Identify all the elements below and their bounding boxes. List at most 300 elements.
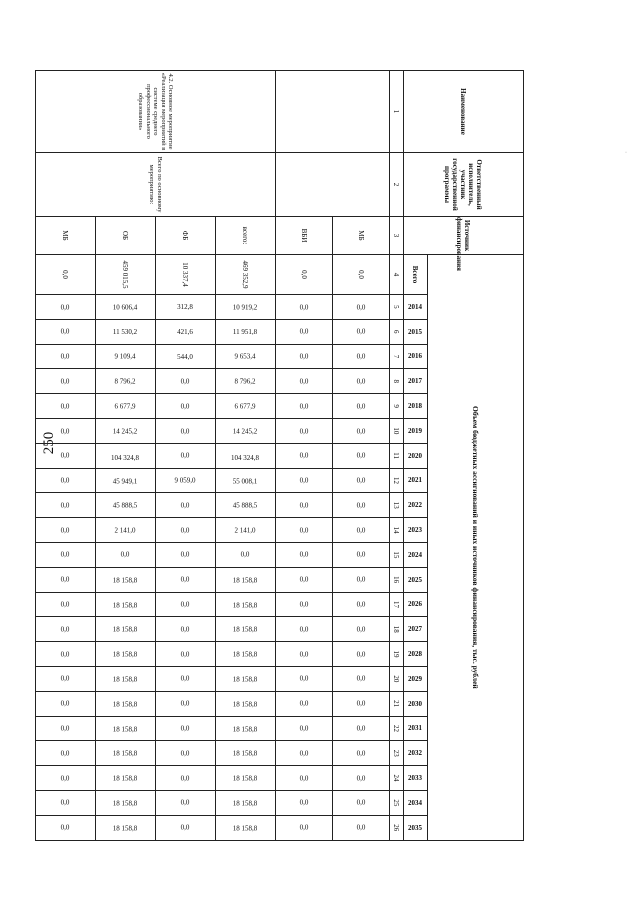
year-value: 0,0 — [356, 302, 366, 311]
year-label: 2017 — [408, 377, 423, 386]
year-value-cell — [333, 493, 390, 518]
year-value: 0,0 — [356, 699, 366, 708]
column-index: 1 — [390, 71, 404, 153]
row-name: 4.2. Основное мероприятие «Реализация мероприятий в системе среднего профессионального образования» — [36, 71, 276, 153]
year-value-cell — [156, 493, 216, 518]
year-value: 544,0 — [177, 352, 194, 361]
year-value: 0,0 — [299, 426, 309, 435]
year-label: 2033 — [408, 774, 423, 783]
year-value-cell — [276, 815, 333, 840]
year-value-cell — [276, 295, 333, 320]
year-value-cell — [36, 295, 96, 320]
year-value-cell — [36, 592, 96, 617]
year-value-cell — [156, 766, 216, 791]
year-value-cell — [156, 542, 216, 567]
year-value-cell — [216, 642, 276, 667]
year-value-cell — [96, 766, 156, 791]
year-value: 18 158,8 — [113, 749, 138, 758]
year-label: 2028 — [408, 650, 423, 659]
year-value-cell — [333, 394, 390, 419]
year-value: 18 158,8 — [233, 823, 258, 832]
year-value: 0,0 — [356, 774, 366, 783]
year-value: 0,0 — [356, 402, 366, 411]
column-index: 7 — [390, 344, 404, 369]
year-value: 18 158,8 — [113, 650, 138, 659]
year-value-cell — [216, 617, 276, 642]
header-year — [404, 369, 428, 394]
year-value: 6 677,9 — [115, 402, 136, 411]
year-value: 0,0 — [356, 352, 366, 361]
year-value: 18 158,8 — [113, 700, 138, 708]
year-value: 0,0 — [356, 575, 366, 584]
year-value: 0,0 — [61, 724, 70, 733]
column-index: 5 — [390, 295, 404, 320]
year-value-cell — [216, 766, 276, 791]
year-value: 10 606,4 — [113, 303, 138, 312]
year-value-cell — [156, 592, 216, 617]
year-value-cell — [156, 567, 216, 592]
row-name — [276, 71, 390, 153]
year-value: 0,0 — [61, 550, 70, 559]
year-value: 0,0 — [181, 749, 190, 758]
year-label: 2022 — [408, 501, 423, 510]
year-value: 14 245,2 — [233, 427, 258, 436]
column-index: 11 — [390, 443, 404, 468]
year-value: 0,0 — [299, 650, 309, 659]
year-value-cell — [276, 468, 333, 493]
header-year — [404, 592, 428, 617]
year-value-cell — [333, 542, 390, 567]
scan-mark: · — [625, 150, 627, 156]
year-value-cell — [276, 493, 333, 518]
year-value-cell — [276, 766, 333, 791]
total-cell — [156, 255, 216, 295]
year-value-cell — [216, 319, 276, 344]
year-value-cell — [36, 691, 96, 716]
year-value: 0,0 — [61, 749, 70, 758]
year-value-cell — [96, 592, 156, 617]
column-index: 22 — [390, 716, 404, 741]
page-number: 250 — [41, 431, 57, 455]
header-volume: Объем бюджетных ассигнований и иных источников финансирования, тыс. рублей — [428, 255, 524, 841]
column-index: 26 — [390, 815, 404, 840]
year-value-cell — [216, 542, 276, 567]
year-value: 0,0 — [61, 650, 70, 659]
year-label: 2034 — [408, 798, 423, 807]
table-row — [333, 71, 390, 841]
year-value: 9 653,4 — [235, 352, 256, 361]
year-value-cell — [96, 567, 156, 592]
header-executor: Ответственный исполнитель, участник государственной программы — [404, 153, 524, 217]
year-value-cell — [156, 319, 216, 344]
year-value-cell — [156, 617, 216, 642]
year-value-cell — [96, 542, 156, 567]
year-value-cell — [156, 691, 216, 716]
year-value: 0,0 — [356, 625, 366, 634]
header-source: Источник финансирования — [404, 217, 524, 255]
year-value: 18 158,8 — [233, 799, 258, 808]
total-value: 10 337,4 — [181, 262, 190, 287]
year-value-cell — [276, 567, 333, 592]
year-value-cell — [156, 418, 216, 443]
column-index: 17 — [390, 592, 404, 617]
year-value: 0,0 — [356, 749, 366, 758]
year-value: 0,0 — [61, 774, 70, 783]
column-index: 13 — [390, 493, 404, 518]
year-value-cell — [36, 542, 96, 567]
year-value: 0,0 — [61, 451, 70, 460]
column-index: 9 — [390, 394, 404, 419]
year-value-cell — [36, 716, 96, 741]
total-value: 469 352,9 — [241, 260, 250, 289]
header-year — [404, 493, 428, 518]
rotated-table-frame — [61, 70, 524, 832]
year-value-cell — [333, 418, 390, 443]
header-year — [404, 418, 428, 443]
year-value-cell — [36, 666, 96, 691]
year-value-cell — [333, 468, 390, 493]
year-value: 8 796,2 — [235, 377, 256, 386]
total-cell — [276, 255, 333, 295]
column-index: 14 — [390, 518, 404, 543]
year-value-cell — [216, 295, 276, 320]
year-value-cell — [156, 468, 216, 493]
year-value: 0,0 — [181, 451, 190, 460]
year-value-cell — [216, 790, 276, 815]
row-executor — [276, 153, 390, 217]
header-year — [404, 542, 428, 567]
header-year — [404, 443, 428, 468]
header-year — [404, 716, 428, 741]
year-value: 0,0 — [356, 724, 366, 733]
year-value-cell — [276, 394, 333, 419]
year-value: 0,0 — [356, 600, 366, 609]
year-value: 8 796,2 — [115, 377, 136, 386]
year-value: 0,0 — [356, 377, 366, 386]
year-value-cell — [156, 518, 216, 543]
total-value: 0,0 — [61, 270, 70, 279]
year-value: 0,0 — [181, 699, 190, 708]
year-value-cell — [96, 617, 156, 642]
table-row — [216, 71, 276, 841]
source-cell: МБ — [36, 217, 96, 255]
header-year — [404, 642, 428, 667]
year-value-cell — [96, 394, 156, 419]
year-value-cell — [36, 443, 96, 468]
year-value-cell — [333, 716, 390, 741]
year-value-cell — [276, 716, 333, 741]
year-value: 0,0 — [61, 798, 70, 807]
year-value: 0,0 — [181, 823, 190, 832]
source-cell: МБ — [333, 217, 390, 255]
year-value: 18 158,8 — [233, 774, 258, 783]
year-value: 312,8 — [177, 302, 194, 311]
year-value: 0,0 — [299, 402, 309, 411]
year-value: 0,0 — [299, 600, 309, 609]
header-year — [404, 617, 428, 642]
year-value-cell — [216, 518, 276, 543]
year-value: 421,6 — [177, 327, 194, 336]
column-index: 4 — [390, 255, 404, 295]
year-value-cell — [36, 741, 96, 766]
header-name: Наименование — [404, 71, 524, 153]
year-value: 0,0 — [356, 798, 366, 807]
source-cell: ОБ — [96, 217, 156, 255]
year-value-cell — [156, 815, 216, 840]
year-value: 0,0 — [299, 774, 309, 783]
year-label: 2020 — [408, 451, 423, 460]
year-value: 0,0 — [356, 426, 366, 435]
financing-table — [35, 70, 524, 841]
year-value: 0,0 — [181, 724, 190, 733]
year-value: 0,0 — [356, 327, 366, 336]
year-value-cell — [36, 468, 96, 493]
year-value-cell — [96, 790, 156, 815]
year-value: 0,0 — [61, 501, 70, 510]
header-year — [404, 691, 428, 716]
year-value-cell — [96, 691, 156, 716]
header-year — [404, 666, 428, 691]
column-index: 24 — [390, 766, 404, 791]
year-value-cell — [333, 766, 390, 791]
year-value-cell — [276, 666, 333, 691]
year-value-cell — [36, 642, 96, 667]
year-value: 0,0 — [241, 550, 250, 559]
year-value-cell — [216, 815, 276, 840]
header-year — [404, 766, 428, 791]
year-value-cell — [276, 642, 333, 667]
year-value-cell — [216, 369, 276, 394]
year-value: 2 141,0 — [115, 526, 136, 535]
year-value: 0,0 — [61, 699, 70, 708]
year-value: 9 109,4 — [115, 352, 136, 361]
year-value-cell — [96, 815, 156, 840]
total-value: 0,0 — [300, 270, 308, 279]
year-label: 2029 — [408, 674, 423, 683]
year-value: 0,0 — [181, 625, 190, 634]
year-value-cell — [156, 443, 216, 468]
year-value: 11 951,8 — [233, 327, 258, 336]
year-value-cell — [216, 716, 276, 741]
year-value-cell — [333, 815, 390, 840]
year-value: 0,0 — [61, 377, 70, 386]
year-value: 18 158,8 — [113, 774, 138, 783]
year-value: 0,0 — [181, 550, 190, 559]
year-value-cell — [333, 443, 390, 468]
year-value: 0,0 — [61, 674, 70, 683]
year-value-cell — [216, 691, 276, 716]
year-value: 0,0 — [181, 774, 190, 783]
year-value-cell — [276, 617, 333, 642]
total-cell — [36, 255, 96, 295]
year-value-cell — [216, 741, 276, 766]
year-value-cell — [96, 295, 156, 320]
year-label: 2023 — [408, 526, 423, 535]
column-index: 3 — [390, 217, 404, 255]
year-value-cell — [36, 369, 96, 394]
header-year — [404, 790, 428, 815]
year-value: 18 158,8 — [233, 625, 258, 634]
year-value-cell — [333, 741, 390, 766]
year-value: 0,0 — [299, 724, 309, 733]
year-value-cell — [276, 319, 333, 344]
year-value-cell — [333, 369, 390, 394]
year-label: 2018 — [408, 402, 423, 411]
year-value-cell — [96, 716, 156, 741]
year-value: 18 158,8 — [113, 799, 138, 808]
year-value-cell — [156, 741, 216, 766]
year-value-cell — [36, 518, 96, 543]
year-value-cell — [216, 666, 276, 691]
year-value: 0,0 — [61, 600, 70, 609]
column-index: 6 — [390, 319, 404, 344]
column-index: 19 — [390, 642, 404, 667]
year-value: 18 158,8 — [113, 675, 138, 684]
year-value-cell — [36, 766, 96, 791]
year-label: 2016 — [408, 352, 423, 361]
year-value-cell — [333, 295, 390, 320]
year-value-cell — [36, 567, 96, 592]
year-value: 0,0 — [356, 650, 366, 659]
year-value: 0,0 — [299, 377, 309, 386]
year-value: 18 158,8 — [233, 650, 258, 659]
total-cell — [96, 255, 156, 295]
year-value-cell — [276, 344, 333, 369]
year-value: 45 888,5 — [233, 501, 258, 510]
year-value-cell — [96, 493, 156, 518]
column-index: 20 — [390, 666, 404, 691]
year-value: 18 158,8 — [233, 724, 258, 733]
year-value: 0,0 — [61, 327, 70, 336]
year-value: 0,0 — [181, 575, 190, 584]
row-executor: Всего по основному мероприятию: — [36, 153, 276, 217]
year-value: 18 158,8 — [113, 600, 138, 609]
year-label: 2030 — [408, 699, 423, 708]
year-value-cell — [276, 418, 333, 443]
year-value-cell — [156, 295, 216, 320]
header-year — [404, 344, 428, 369]
year-value-cell — [333, 790, 390, 815]
year-value: 11 530,2 — [113, 327, 138, 336]
year-value: 0,0 — [299, 451, 309, 460]
year-value-cell — [216, 493, 276, 518]
year-value: 0,0 — [181, 501, 190, 510]
total-cell — [333, 255, 390, 295]
column-index: 25 — [390, 790, 404, 815]
year-value: 0,0 — [61, 302, 70, 311]
year-value: 0,0 — [181, 377, 190, 386]
year-value-cell — [276, 369, 333, 394]
year-value-cell — [96, 319, 156, 344]
year-value-cell — [156, 642, 216, 667]
total-value: 0,0 — [357, 270, 365, 279]
year-value: 0,0 — [299, 550, 309, 559]
year-value: 0,0 — [61, 575, 70, 584]
year-value-cell — [156, 344, 216, 369]
year-value-cell — [36, 493, 96, 518]
header-year — [404, 518, 428, 543]
column-index: 10 — [390, 418, 404, 443]
header-year — [404, 815, 428, 840]
header-year — [404, 468, 428, 493]
year-value-cell — [333, 642, 390, 667]
year-value-cell — [36, 394, 96, 419]
year-label: 2019 — [408, 426, 423, 435]
header-year — [404, 394, 428, 419]
year-value-cell — [36, 344, 96, 369]
year-value-cell — [216, 468, 276, 493]
year-label: 2021 — [408, 476, 423, 485]
year-value: 0,0 — [61, 625, 70, 634]
year-value-cell — [333, 617, 390, 642]
year-label: 2024 — [408, 550, 423, 559]
year-value-cell — [36, 815, 96, 840]
source-cell: всего: — [216, 217, 276, 255]
year-value: 18 158,8 — [233, 576, 258, 585]
year-value-cell — [156, 369, 216, 394]
year-value: 0,0 — [299, 575, 309, 584]
year-value-cell — [96, 443, 156, 468]
year-value-cell — [36, 790, 96, 815]
year-value: 0,0 — [299, 501, 309, 510]
year-value-cell — [216, 344, 276, 369]
year-value: 18 158,8 — [233, 749, 258, 758]
header-year — [404, 295, 428, 320]
year-value: 9 059,0 — [175, 476, 196, 485]
column-index: 2 — [390, 153, 404, 217]
year-value-cell — [276, 518, 333, 543]
year-value-cell — [96, 369, 156, 394]
column-index: 12 — [390, 468, 404, 493]
year-label: 2025 — [408, 575, 423, 584]
year-value: 0,0 — [299, 327, 309, 336]
year-value: 0,0 — [299, 674, 309, 683]
year-value: 55 008,1 — [233, 476, 258, 485]
year-value-cell — [36, 418, 96, 443]
year-value: 0,0 — [299, 526, 309, 535]
year-label: 2027 — [408, 625, 423, 634]
year-value-cell — [216, 418, 276, 443]
year-value-cell — [96, 418, 156, 443]
year-value-cell — [96, 468, 156, 493]
year-value-cell — [276, 741, 333, 766]
year-value: 18 158,8 — [113, 823, 138, 832]
year-value: 0,0 — [61, 426, 70, 435]
column-index: 21 — [390, 691, 404, 716]
year-value-cell — [333, 666, 390, 691]
year-value-cell — [216, 592, 276, 617]
year-value: 0,0 — [181, 674, 190, 683]
header-year — [404, 319, 428, 344]
year-value: 0,0 — [299, 699, 309, 708]
year-value: 18 158,8 — [113, 576, 138, 585]
year-value: 0,0 — [121, 550, 130, 559]
total-cell — [216, 255, 276, 295]
year-value-cell — [276, 443, 333, 468]
year-value-cell — [333, 592, 390, 617]
year-value-cell — [333, 691, 390, 716]
year-value-cell — [276, 790, 333, 815]
year-value: 104 324,8 — [111, 453, 140, 462]
source-cell: ФБ — [156, 217, 216, 255]
year-value: 0,0 — [299, 625, 309, 634]
year-value-cell — [96, 642, 156, 667]
year-label: 2026 — [408, 600, 423, 609]
year-value-cell — [216, 567, 276, 592]
year-value: 0,0 — [299, 302, 309, 311]
header-year — [404, 567, 428, 592]
year-value: 0,0 — [181, 402, 190, 411]
